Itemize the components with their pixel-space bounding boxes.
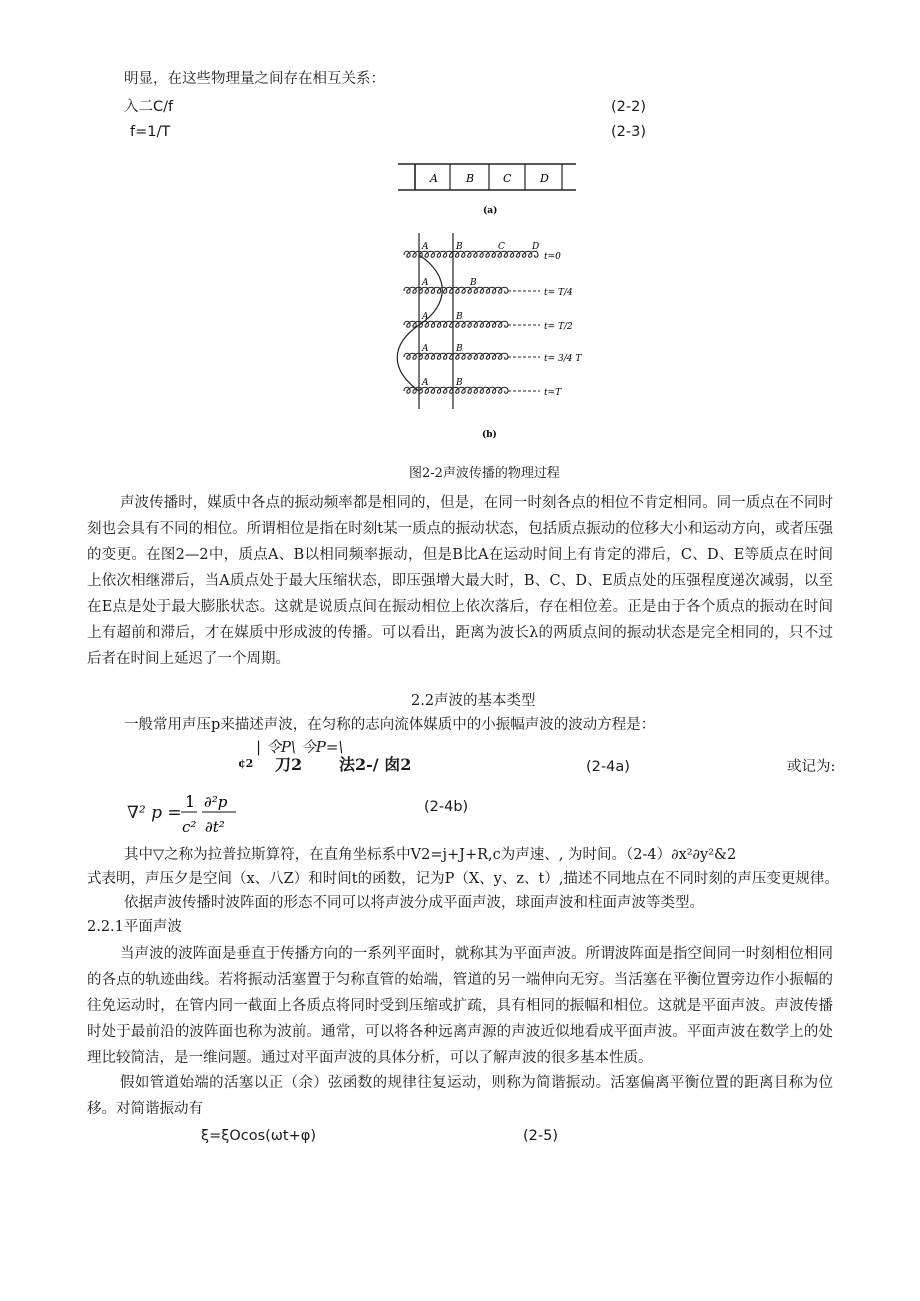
equation-number-2-4a: (2-4a) [586,759,630,775]
figure-label-a: (a) [483,206,498,216]
equation-2-4a-x2: 法2-/ 囱2 [339,755,412,774]
particle-label: A [422,378,429,388]
section-heading-2-2-1: 2.2.1平面声波 [87,919,182,935]
time-label: t= T/2 [544,322,573,332]
paragraph-plane-wave [87,941,833,1071]
figure-caption: 图2-2声波传播的物理过程 [409,466,560,481]
paragraph-harmonic [87,1070,833,1122]
spring-row [404,312,573,332]
particle-label: B [456,242,463,252]
equation-number-2-4b: (2-4b) [424,799,469,815]
paragraph-phase [87,490,833,672]
particle-label: D [532,242,540,252]
figure-2-2 [390,155,590,445]
figure-part-b [397,233,582,440]
spring-row [404,378,562,398]
box-label-d: D [540,172,549,185]
equation-2-4b-fractions [180,790,240,840]
equation-2-4a-top: | 令P\ 今P=\ [256,738,344,756]
equation-2-4b-lhs: ∇² p = [127,803,182,823]
paragraph-phase-text: 声波传播时，媒质中各点的振动频率都是相同的，但是，在同一时刻各点的相位不肯定相同。同一质点在不同时刻也会具有不同的相位。所谓相位是指在时刻t某一质点的振动状态，包括质点振动的位移大小和运动方向，或者压强的变更。在图2—2中，质点A、B以相同频率振动，但是B比A在运动时间上有肯定的滞后，C、D、E等质点在时间上依次相继滞后，当A质点处于最大压缩状态，即压强增大最大时，B、C、D、E质点处的压强程度递次减弱，以至在E点是处于最大膨胀状态。这就是说质点间在振动相位上依次落后，存在相位差。正是由于各个质点的振动在时间上有超前和滞后，才在媒质中形成波的传播。可以看出，距离为波长λ的两质点间的振动状态是完全相同的，只不过后者在时间上延迟了一个周期。 [87,495,833,667]
time-label: t=0 [544,252,561,262]
svg-text:1: 1 [185,792,196,811]
section-heading-2-2: 2.2声波的基本类型 [411,693,536,709]
paragraph-plane-wave-text: 当声波的波阵面是垂直于传播方向的一系列平面时，就称其为平面声波。所谓波阵面是指空间同一时刻相位相同的各点的轨迹曲线。若将振动活塞置于匀称直管的始端，管道的另一端伸向无穷。当活塞在平衡位置旁边作小振幅的往免运动时，在管内同一截面上各质点将同时受到压缩或扩疏，具有相同的振幅和相位。这就是平面声波。声波传播时处于最前沿的波阵面也称为波前。通常，可以将各种远离声源的声波近似地看成平面声波。平面声波在数学上的处理比较简洁，是一维问题。通过对平面声波的具体分析，可以了解声波的很多基本性质。 [87,946,833,1066]
spring-coil [404,251,538,257]
wave-types-sentence: 依据声波传播时波阵面的形态不同可以将声波分成平面声波，球面声波和柱面声波等类型。 [124,895,704,911]
particle-label: A [422,344,429,354]
box-label-a: A [430,172,438,185]
laplacian-explanation: 其中▽之称为拉普拉斯算符，在直角坐标系中V2=j+J+R,c为声速、, 为时间。（2-4）∂x²∂y²&2 [124,847,737,863]
figure-part-a [398,164,576,216]
spring-coil [404,353,508,359]
svg-text:∂t²: ∂t² [205,818,225,836]
spring-coil [404,387,508,393]
box-label-b: B [466,172,475,185]
equation-2-3: f=1/T [130,124,171,140]
spring-coil [404,321,508,327]
spring-row [404,242,561,262]
paragraph-harmonic-text: 假如管道始端的活塞以正（余）弦函数的规律往复运动，则称为简谐振动。活塞偏离平衡位置的距离目称为位移。对简谐振动有 [87,1075,833,1117]
particle-label: B [456,312,463,322]
spring-row [404,344,582,364]
figure-label-b: (b) [482,430,497,440]
intro-text: 明显，在这些物理量之间存在相互关系： [124,71,385,87]
particle-label: C [498,242,505,252]
particle-label: A [422,278,429,288]
equation-number-2-5: (2-5) [523,1128,558,1144]
particle-label: B [456,344,463,354]
equation-number-2-3: (2-3) [611,124,646,140]
equation-number-2-2: (2-2) [611,99,646,115]
time-label: t=T [544,388,562,398]
spring-coil [404,287,508,293]
particle-label: A [422,312,429,322]
spring-row [404,278,573,298]
equation-2-2: 入二C/f [124,99,174,115]
paragraph-wave-equation: 一般常用声压p来描述声波，在匀称的志向流体媒质中的小振幅声波的波动方程是： [124,717,656,733]
particle-label: A [422,242,429,252]
box-label-c: C [503,172,512,185]
svg-text:∂²p: ∂²p [204,793,228,811]
or-written-as: 或记为: [787,759,836,775]
time-label: t= 3/4 T [544,354,582,364]
pressure-function-explanation: 式表明，声压夕是空间（x、八Z）和时间t的函数，记为P（X、y、z、t）,描述不同地点在不同时刻的声压变更规律。 [87,871,839,887]
particle-label: B [470,278,477,288]
particle-label: B [456,378,463,388]
equation-2-4a-c2: ¢2 [238,757,254,770]
svg-text:c²: c² [182,818,197,836]
equation-2-4a-t2: 刀2 [275,755,303,774]
time-label: t= T/4 [544,288,573,298]
equation-2-5: ξ=ξOcos(ωt+φ) [201,1128,316,1144]
